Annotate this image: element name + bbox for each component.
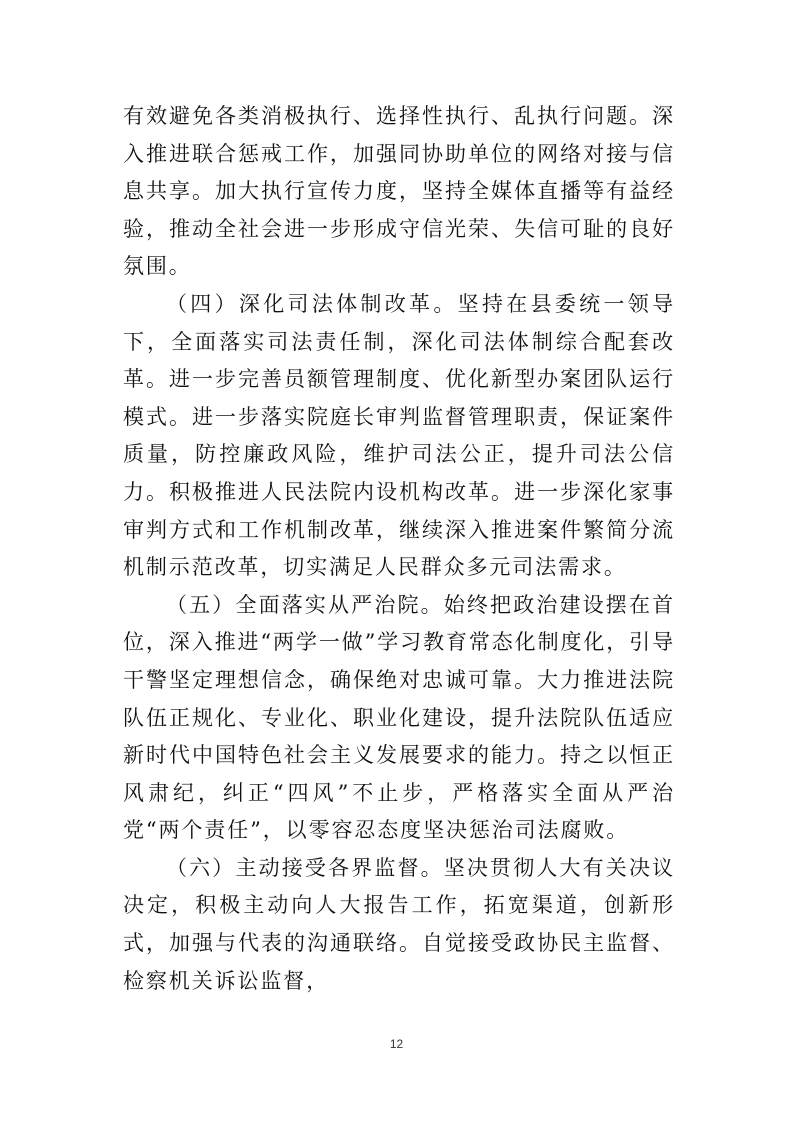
paragraph-accept-supervision: （六）主动接受各界监督。坚决贯彻人大有关决议决定，积极主动向人大报告工作，拓宽渠道，创新形式，加强与代表的沟通联络。自觉接受政协民主监督、检察机关诉讼监督， — [123, 855, 675, 993]
body-text — [123, 98, 675, 1000]
page-number: 12 — [389, 1037, 404, 1051]
paragraph-continuation: 有效避免各类消极执行、选择性执行、乱执行问题。深入推进联合惩戒工作，加强同协助单位的网络对接与信息共享。加大执行宣传力度，坚持全媒体直播等有益经验，推动全社会进一步形成守信光荣、失信可耻的良好氛围。 — [123, 104, 675, 279]
paragraph-strict-governance: （五）全面落实从严治院。始终把政治建设摆在首位，深入推进“两学一做”学习教育常态化制度化，引导干警坚定理想信念，确保绝对忠诚可靠。大力推进法院队伍正规化、专业化、职业化建设，提升法院队伍适应新时代中国特色社会主义发展要求的能力。持之以恒正风肃纪，纠正“四风”不止步，严格落实全面从严治党“两个责任”，以零容忍态度坚决惩治司法腐败。 — [123, 592, 675, 843]
paragraph-judicial-reform: （四）深化司法体制改革。坚持在县委统一领导下，全面落实司法责任制，深化司法体制综合配套改革。进一步完善员额管理制度、优化新型办案团队运行模式。进一步落实院庭长审判监督管理职责，保证案件质量，防控廉政风险，维护司法公正，提升司法公信力。积极推进人民法院内设机构改革。进一步深化家事审判方式和工作机制改革，继续深入推进案件繁简分流机制示范改革，切实满足人民群众多元司法需求。 — [123, 291, 675, 580]
